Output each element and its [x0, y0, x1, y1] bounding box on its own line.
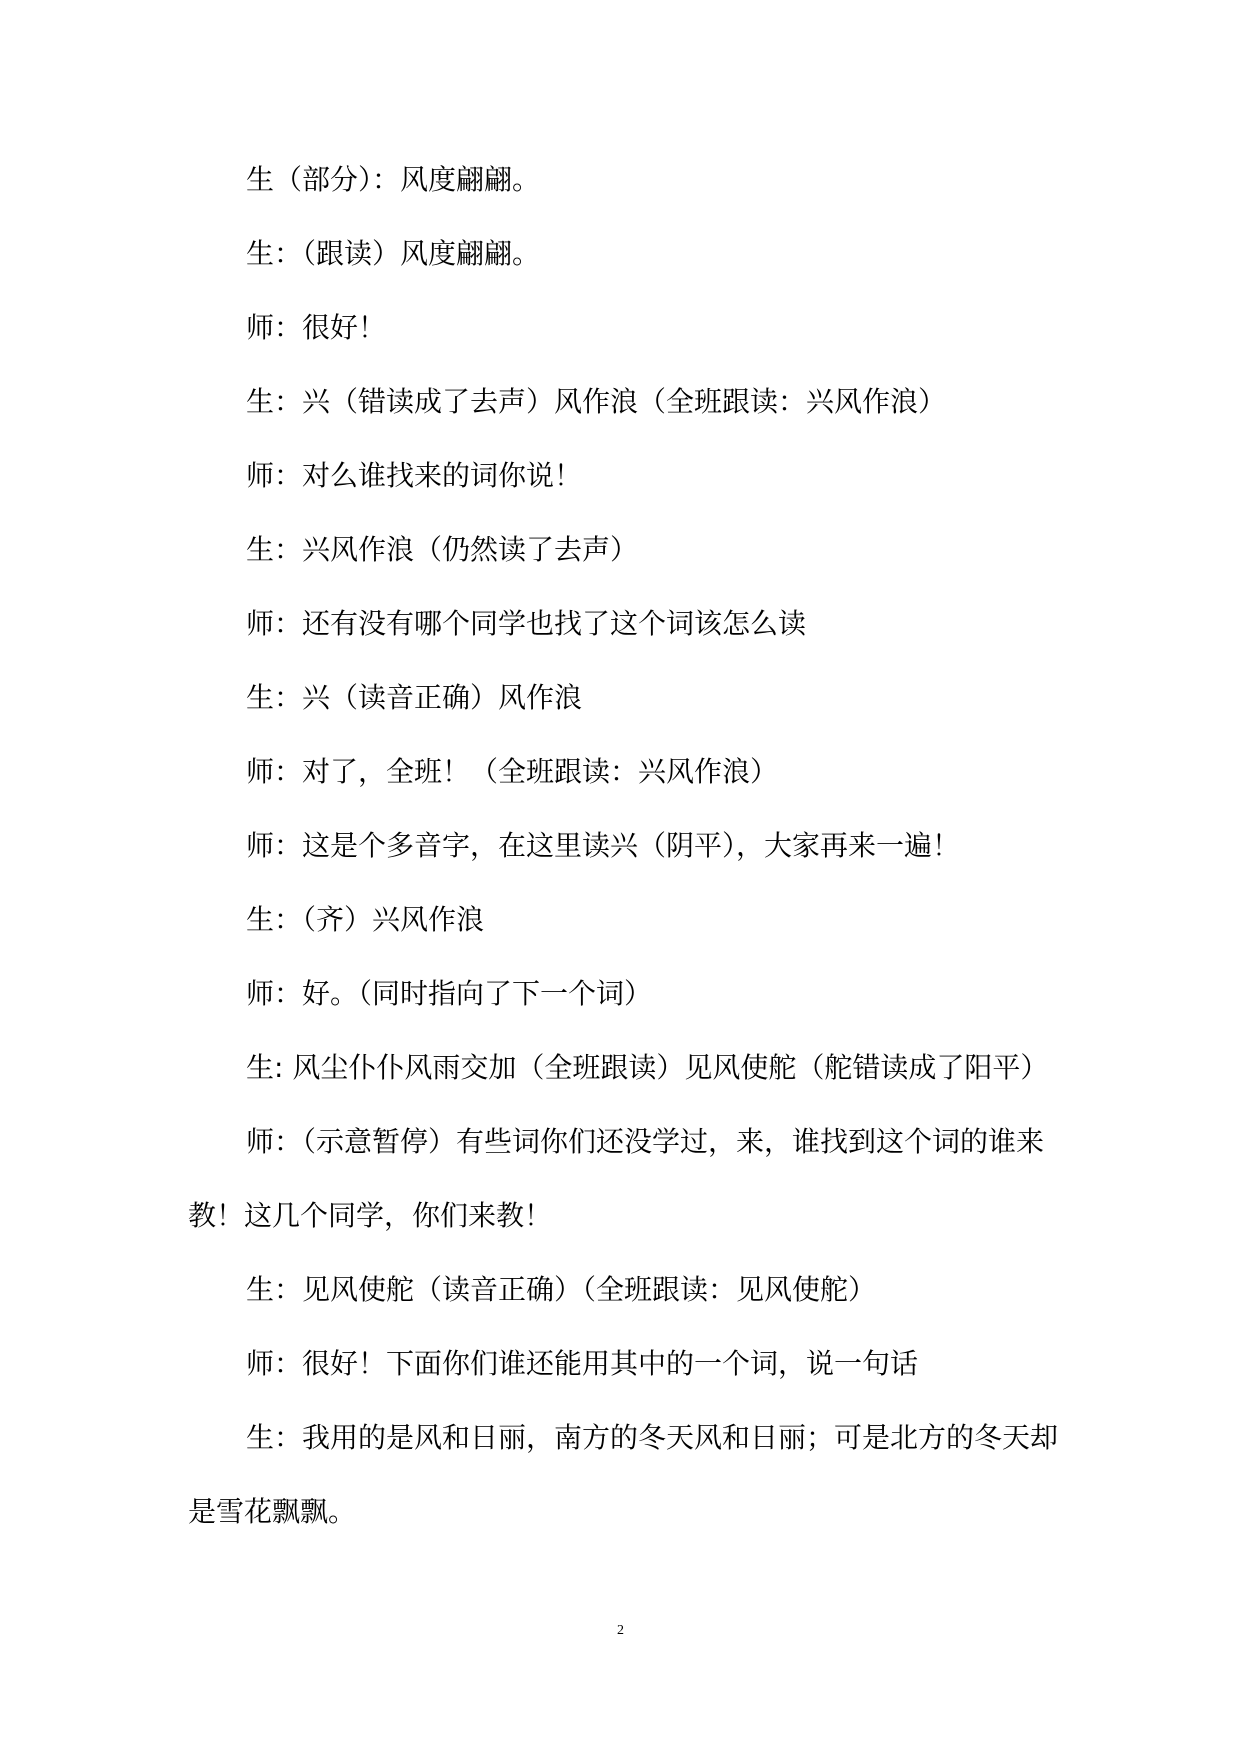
paragraph: 生：兴（错读成了去声）风作浪（全班跟读：兴风作浪）	[246, 385, 947, 418]
paragraph: 生：兴（读音正确）风作浪	[246, 681, 583, 714]
paragraph: 师：很好！	[246, 311, 387, 344]
paragraph: 师：这是个多音字，在这里读兴（阴平），大家再来一遍！	[246, 829, 961, 862]
paragraph: 生：兴风作浪（仍然读了去声）	[246, 533, 639, 566]
paragraph: 生：（跟读）风度翩翩。	[246, 237, 541, 270]
paragraph: 生：（齐）兴风作浪	[246, 903, 485, 936]
paragraph: 师：对么谁找来的词你说！	[246, 459, 583, 492]
paragraph: 生：我用的是风和日丽，南方的冬天风和日丽；可是北方的冬天却是雪花飘飘。	[188, 1421, 1059, 1528]
paragraph: 生（部分）：风度翩翩。	[246, 163, 541, 196]
document-body	[188, 143, 1058, 1549]
paragraph: 师：（示意暂停）有些词你们还没学过，来，谁找到这个词的谁来教！这几个同学，你们来教！	[188, 1125, 1045, 1232]
paragraph: 师：对了，全班！（全班跟读：兴风作浪）	[246, 755, 779, 788]
paragraph: 师：好。（同时指向了下一个词）	[246, 977, 653, 1010]
page-number: 2	[617, 1623, 624, 1638]
paragraph: 师：还有没有哪个同学也找了这个词该怎么读	[246, 607, 807, 640]
paragraph: 生：见风使舵（读音正确）（全班跟读：见风使舵）	[246, 1273, 877, 1306]
paragraph: 生: 风尘仆仆风雨交加（全班跟读）见风使舵（舵错读成了阳平）	[246, 1051, 1049, 1084]
paragraph: 师：很好！下面你们谁还能用其中的一个词，说一句话	[246, 1347, 919, 1380]
